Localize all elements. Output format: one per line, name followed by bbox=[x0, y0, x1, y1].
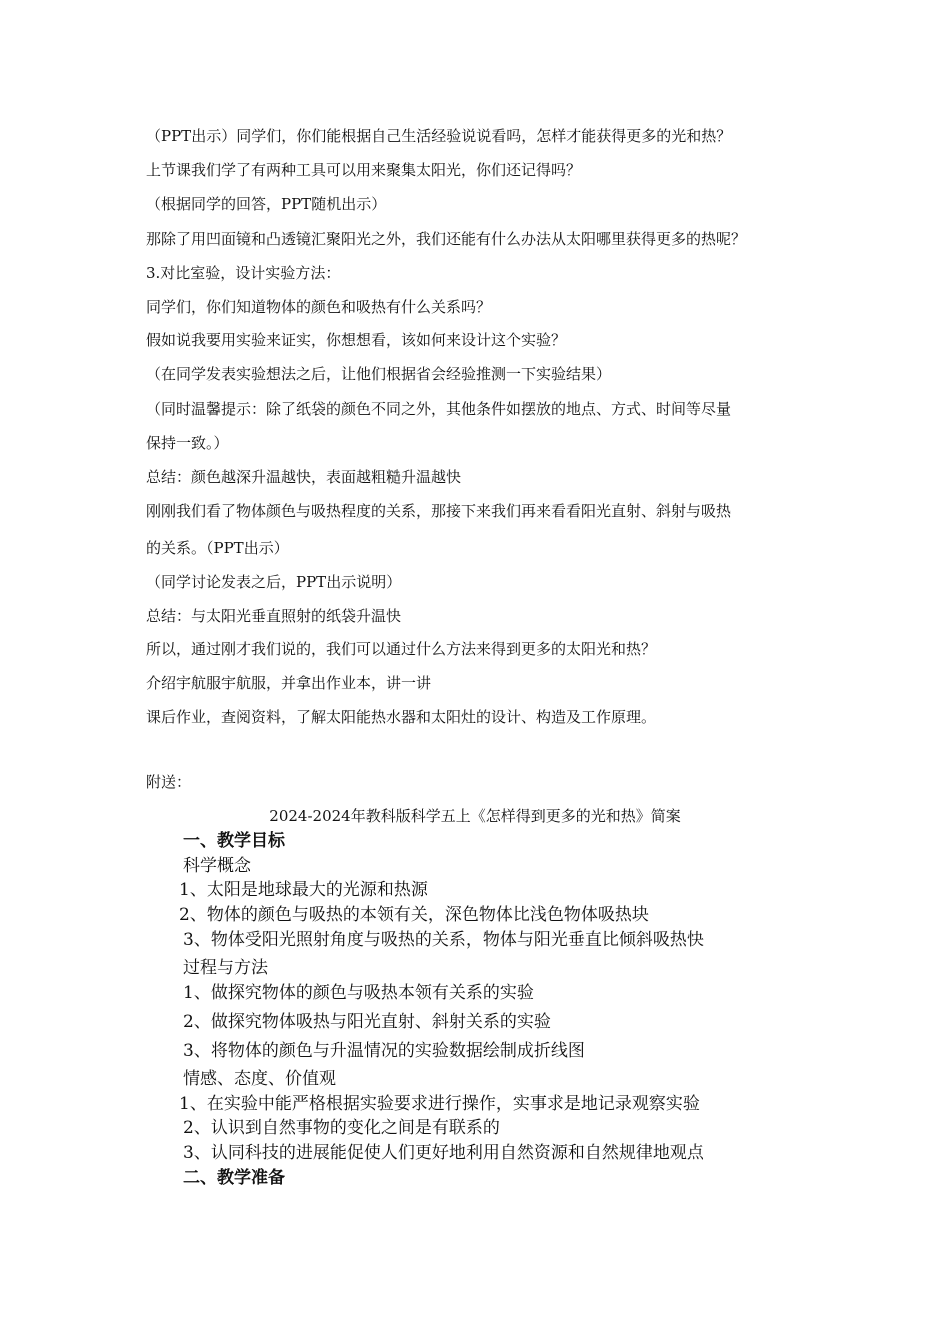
paragraph: 所以，通过刚才我们说的，我们可以通过什么方法来得到更多的太阳光和热？ bbox=[146, 640, 657, 658]
list-item: 2、做探究物体吸热与阳光直射、斜射关系的实验 bbox=[183, 1012, 551, 1032]
list-item: 3、认同科技的进展能促使人们更好地利用自然资源和自然规律地观点 bbox=[183, 1143, 704, 1163]
list-item: 2、认识到自然事物的变化之间是有联系的 bbox=[183, 1118, 500, 1138]
subsection-heading: 情感、态度、价值观 bbox=[183, 1069, 336, 1089]
paragraph: 介绍宇航服宇航服，并拿出作业本，讲一讲 bbox=[146, 674, 432, 692]
paragraph: 那除了用凹面镜和凸透镜汇聚阳光之外，我们还能有什么办法从太阳哪里获得更多的热呢？ bbox=[146, 230, 747, 248]
list-item: 1、太阳是地球最大的光源和热源 bbox=[179, 880, 428, 900]
section-heading: 二、教学准备 bbox=[183, 1168, 285, 1188]
list-item: 2、物体的颜色与吸热的本领有关，深色物体比浅色物体吸热块 bbox=[179, 905, 649, 925]
paragraph: 假如说我要用实验来证实，你想想看，该如何来设计这个实验？ bbox=[146, 331, 567, 349]
list-item: 1、做探究物体的颜色与吸热本领有关系的实验 bbox=[183, 983, 534, 1003]
paragraph: （同时温馨提示：除了纸袋的颜色不同之外，其他条件如摆放的地点、方式、时间等尽量 bbox=[146, 400, 732, 418]
paragraph: （在同学发表实验想法之后，让他们根据省会经验推测一下实验结果） bbox=[146, 365, 612, 383]
subsection-heading: 科学概念 bbox=[183, 856, 251, 876]
paragraph: 上节课我们学了有两种工具可以用来聚集太阳光，你们还记得吗？ bbox=[146, 161, 582, 179]
paragraph: （根据同学的回答，PPT随机出示） bbox=[146, 195, 387, 213]
paragraph: 的关系。（PPT出示） bbox=[146, 539, 289, 557]
paragraph: 3.对比室验，设计实验方法： bbox=[146, 264, 341, 282]
list-item: 3、将物体的颜色与升温情况的实验数据绘制成折线图 bbox=[183, 1041, 585, 1061]
list-item: 1、在实验中能严格根据实验要求进行操作，实事求是地记录观察实验 bbox=[179, 1094, 700, 1114]
paragraph: 刚刚我们看了物体颜色与吸热程度的关系，那接下来我们再来看看阳光直射、斜射与吸热 bbox=[146, 502, 732, 520]
paragraph: 课后作业，查阅资料，了解太阳能热水器和太阳灶的设计、构造及工作原理。 bbox=[146, 708, 657, 726]
paragraph: （PPT出示）同学们，你们能根据自己生活经验说说看吗，怎样才能获得更多的光和热？ bbox=[146, 127, 732, 145]
paragraph: （同学讨论发表之后，PPT出示说明） bbox=[146, 573, 402, 591]
appendix-label: 附送： bbox=[146, 773, 192, 791]
paragraph: 总结：与太阳光垂直照射的纸袋升温快 bbox=[146, 607, 402, 625]
section-heading: 一、教学目标 bbox=[183, 831, 285, 851]
paragraph: 保持一致。） bbox=[146, 434, 229, 452]
paragraph: 总结：颜色越深升温越快，表面越粗糙升温越快 bbox=[146, 468, 462, 486]
plan-title: 2024-2024年教科版科学五上《怎样得到更多的光和热》简案 bbox=[269, 807, 681, 825]
paragraph: 同学们，你们知道物体的颜色和吸热有什么关系吗？ bbox=[146, 298, 492, 316]
subsection-heading: 过程与方法 bbox=[183, 958, 268, 978]
list-item: 3、物体受阳光照射角度与吸热的关系，物体与阳光垂直比倾斜吸热快 bbox=[183, 930, 704, 950]
